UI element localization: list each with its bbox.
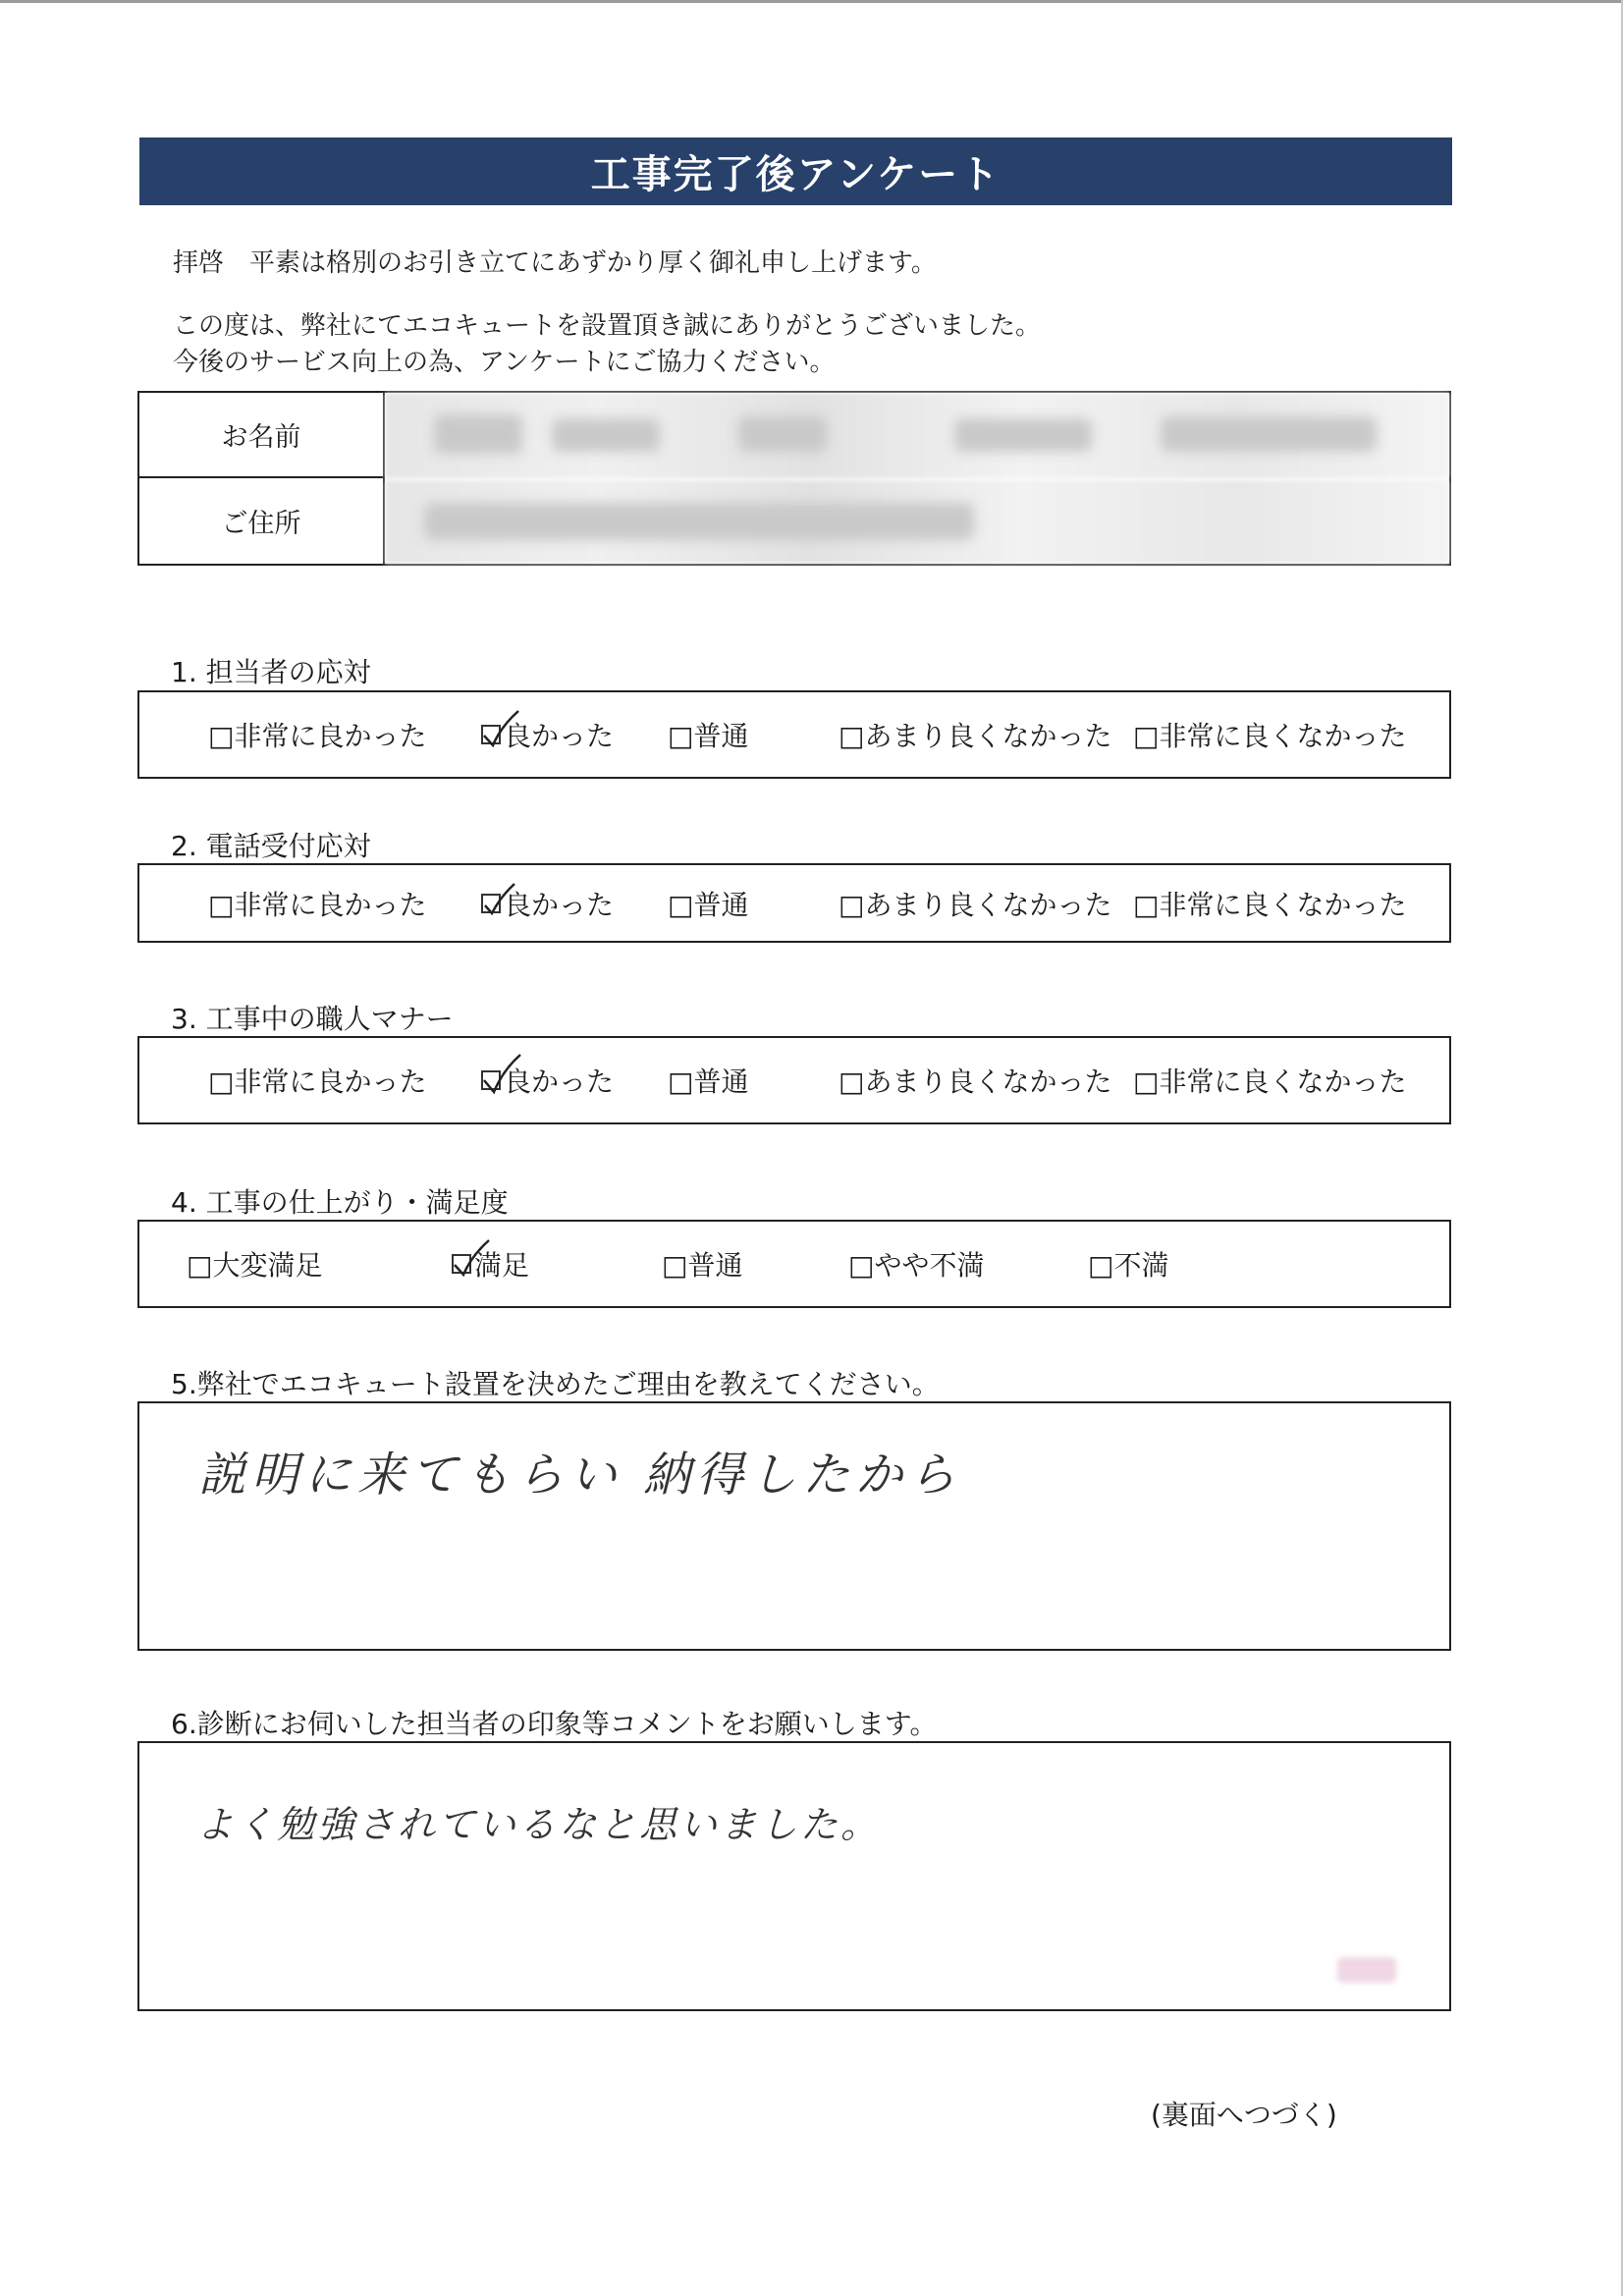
q2-option-neutral[interactable]: □普通 — [668, 888, 749, 921]
q4-option-very-satisfied[interactable]: □大変満足 — [187, 1249, 323, 1282]
checked-checkbox-icon — [481, 894, 501, 913]
q2-option-good[interactable] — [481, 884, 614, 923]
question-4-label: 4. 工事の仕上がり・満足度 — [171, 1186, 509, 1219]
name-label: お名前 — [139, 393, 385, 478]
question-2-label: 2. 電話受付応対 — [171, 830, 371, 862]
q4-option-somewhat-dissatisfied[interactable]: □やや不満 — [848, 1249, 985, 1282]
checked-checkbox-icon — [481, 725, 501, 744]
question-6-handwritten-answer: よく勉強されているなと思いました。 — [196, 1803, 882, 1846]
q3-option-good[interactable] — [481, 1061, 614, 1100]
question-6-label: 6.診断にお伺いした担当者の印象等コメントをお願いします。 — [171, 1708, 938, 1740]
greeting-text: 拝啓 平素は格別のお引き立てにあずかり厚く御礼申し上げます。 — [173, 248, 937, 278]
q4-option-satisfied-label: 満足 — [474, 1249, 530, 1282]
question-3-label: 3. 工事中の職人マナー — [171, 1003, 454, 1035]
q4-option-satisfied[interactable] — [452, 1244, 529, 1284]
q1-option-not-good[interactable]: □あまり良くなかった — [839, 720, 1112, 752]
q1-option-good-label: 良かった — [504, 720, 615, 752]
continued-on-back-note: (裏面へつづく) — [1151, 2099, 1337, 2131]
q2-option-very-good[interactable]: □非常に良かった — [208, 888, 427, 921]
q3-option-neutral[interactable]: □普通 — [668, 1066, 749, 1098]
question-5-handwritten-answer: 説明に来てもらい 納得したから — [198, 1448, 962, 1503]
q1-option-very-good[interactable]: □非常に良かった — [208, 720, 427, 752]
redacted-block — [434, 414, 522, 454]
address-label: ご住所 — [139, 478, 385, 564]
q4-option-dissatisfied[interactable]: □不満 — [1088, 1249, 1169, 1282]
question-6-answer-box[interactable] — [137, 1741, 1451, 2011]
q1-option-neutral[interactable]: □普通 — [668, 720, 749, 752]
faint-stamp-mark — [1337, 1957, 1396, 1983]
q4-option-neutral[interactable]: □普通 — [662, 1249, 743, 1282]
q3-option-not-good[interactable]: □あまり良くなかった — [839, 1066, 1112, 1098]
redacted-block — [1161, 416, 1377, 452]
question-5-label: 5.弊社でエコキュート設置を決めたご理由を教えてください。 — [171, 1368, 940, 1400]
customer-info-table — [137, 391, 1451, 566]
intro-line-1: この度は、弊社にてエコキュートを設置頂き誠にありがとうございました。 — [173, 311, 1042, 341]
scan-edge — [0, 0, 1623, 3]
question-1-label: 1. 担当者の応対 — [171, 656, 371, 688]
redacted-block — [738, 416, 827, 452]
question-5-answer-box[interactable] — [137, 1401, 1451, 1651]
q2-option-good-label: 良かった — [504, 888, 615, 921]
redacted-block — [424, 503, 974, 540]
q2-option-very-bad[interactable]: □非常に良くなかった — [1133, 888, 1407, 921]
q1-option-good[interactable] — [481, 715, 614, 754]
q3-option-good-label: 良かった — [504, 1066, 615, 1098]
question-2-options — [137, 863, 1451, 943]
question-1-options — [137, 690, 1451, 779]
question-3-options — [137, 1036, 1451, 1124]
survey-title: 工事完了後アンケート — [139, 137, 1452, 205]
q1-option-very-bad[interactable]: □非常に良くなかった — [1133, 720, 1407, 752]
checked-checkbox-icon — [452, 1254, 471, 1274]
checked-checkbox-icon — [481, 1070, 501, 1090]
redacted-block — [552, 418, 660, 452]
q3-option-very-good[interactable]: □非常に良かった — [208, 1066, 427, 1098]
redacted-block — [954, 418, 1092, 452]
q3-option-very-bad[interactable]: □非常に良くなかった — [1133, 1066, 1407, 1098]
intro-line-2: 今後のサービス向上の為、アンケートにご協力ください。 — [173, 348, 836, 377]
q2-option-not-good[interactable]: □あまり良くなかった — [839, 888, 1112, 921]
question-4-options — [137, 1220, 1451, 1308]
